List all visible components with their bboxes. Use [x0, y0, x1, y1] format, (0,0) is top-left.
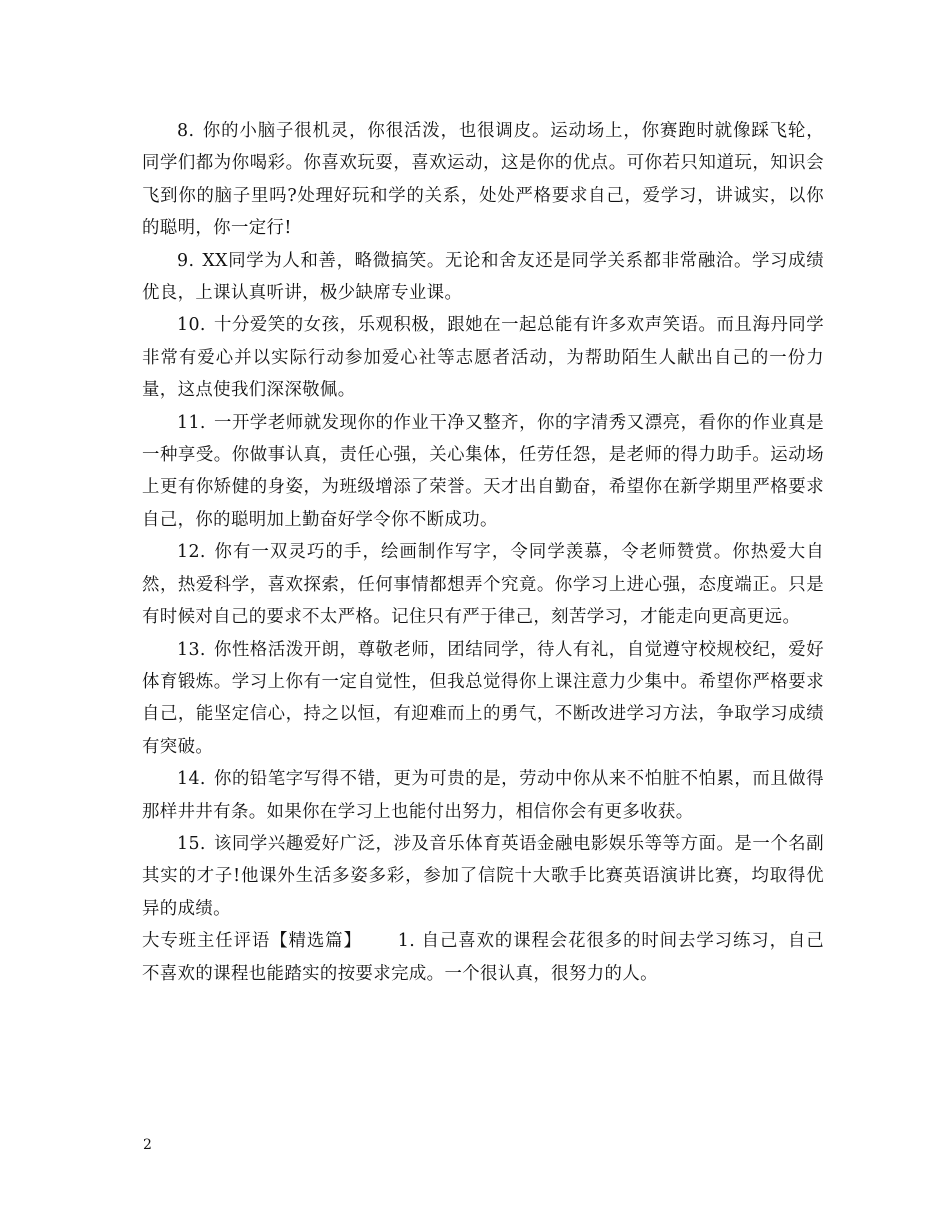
document-body — [142, 115, 824, 990]
section-item-number: 1. — [397, 931, 416, 952]
section-paragraph — [142, 925, 824, 990]
paragraph-number: 15. — [177, 833, 206, 854]
paragraph-text: XX同学为人和善，略微搞笑。无论和舍友还是同学关系都非常融洽。学习成绩优良，上课认真听讲，极少缺席专业课。 — [142, 250, 824, 304]
paragraph-text: 你的小脑子很机灵，你很活泼，也很调皮。运动场上，你赛跑时就像踩飞轮，同学们都为你喝彩。你喜欢玩耍，喜欢运动，这是你的优点。可你若只知道玩，知识会飞到你的脑子里吗?处理好玩和学的关系，处处严格要求自己，爱学习，讲诚实，以你的聪明，你一定行! — [142, 121, 824, 239]
comment-paragraph-9 — [142, 245, 824, 310]
paragraph-number: 11. — [177, 412, 206, 433]
comment-paragraph-13 — [142, 634, 824, 764]
paragraph-text: 你有一双灵巧的手，绘画制作写字，令同学羡慕，令老师赞赏。你热爱大自然，热爱科学，喜欢探索，任何事情都想弄个究竟。你学习上进心强，态度端正。只是有时候对自己的要求不太严格。记住只有严于律己，刻苦学习，才能走向更高更远。 — [142, 542, 824, 628]
page-number: 2 — [143, 1137, 152, 1153]
comment-paragraph-10 — [142, 309, 824, 406]
comment-paragraph-12 — [142, 536, 824, 633]
comment-paragraph-8 — [142, 115, 824, 245]
section-heading: 大专班主任评语【精选篇】 — [142, 931, 362, 952]
paragraph-number: 14. — [177, 769, 206, 790]
paragraph-text: 十分爱笑的女孩，乐观积极，跟她在一起总能有许多欢声笑语。而且海丹同学非常有爱心并以实际行动参加爱心社等志愿者活动，为帮助陌生人献出自己的一份力量，这点使我们深深敬佩。 — [142, 315, 824, 401]
comment-paragraph-11 — [142, 407, 824, 537]
section-item-text: 自己喜欢的课程会花很多的时间去学习练习，自己不喜欢的课程也能踏实的按要求完成。一个很认真，很努力的人。 — [142, 931, 824, 984]
paragraph-text: 你性格活泼开朗，尊敬老师，团结同学，待人有礼，自觉遵守校规校纪，爱好体育锻炼。学习上你有一定自觉性，但我总觉得你上课注意力少集中。希望你严格要求自己，能坚定信心，持之以恒，有迎难而上的勇气，不断改进学习方法，争取学习成绩有突破。 — [142, 639, 824, 757]
paragraph-text: 一开学老师就发现你的作业干净又整齐，你的字清秀又漂亮，看你的作业真是一种享受。你做事认真，责任心强，关心集体，任劳任怨，是老师的得力助手。运动场上更有你矫健的身姿，为班级增添了荣誉。天才出自勤奋，希望你在新学期里严格要求自己，你的聪明加上勤奋好学令你不断成功。 — [142, 412, 824, 530]
paragraph-number: 9. — [177, 250, 195, 271]
paragraph-number: 12. — [177, 542, 206, 563]
paragraph-text: 你的铅笔字写得不错，更为可贵的是，劳动中你从来不怕脏不怕累，而且做得那样井井有条。如果你在学习上也能付出努力，相信你会有更多收获。 — [142, 769, 824, 822]
paragraph-number: 10. — [177, 315, 206, 336]
comment-paragraph-14 — [142, 763, 824, 828]
paragraph-text: 该同学兴趣爱好广泛，涉及音乐体育英语金融电影娱乐等等方面。是一个名副其实的才子!他课外生活多姿多彩，参加了信院十大歌手比赛英语演讲比赛，均取得优异的成绩。 — [142, 833, 824, 919]
paragraph-number: 13. — [177, 639, 206, 660]
paragraph-number: 8. — [177, 121, 195, 141]
comment-paragraph-15 — [142, 828, 824, 925]
